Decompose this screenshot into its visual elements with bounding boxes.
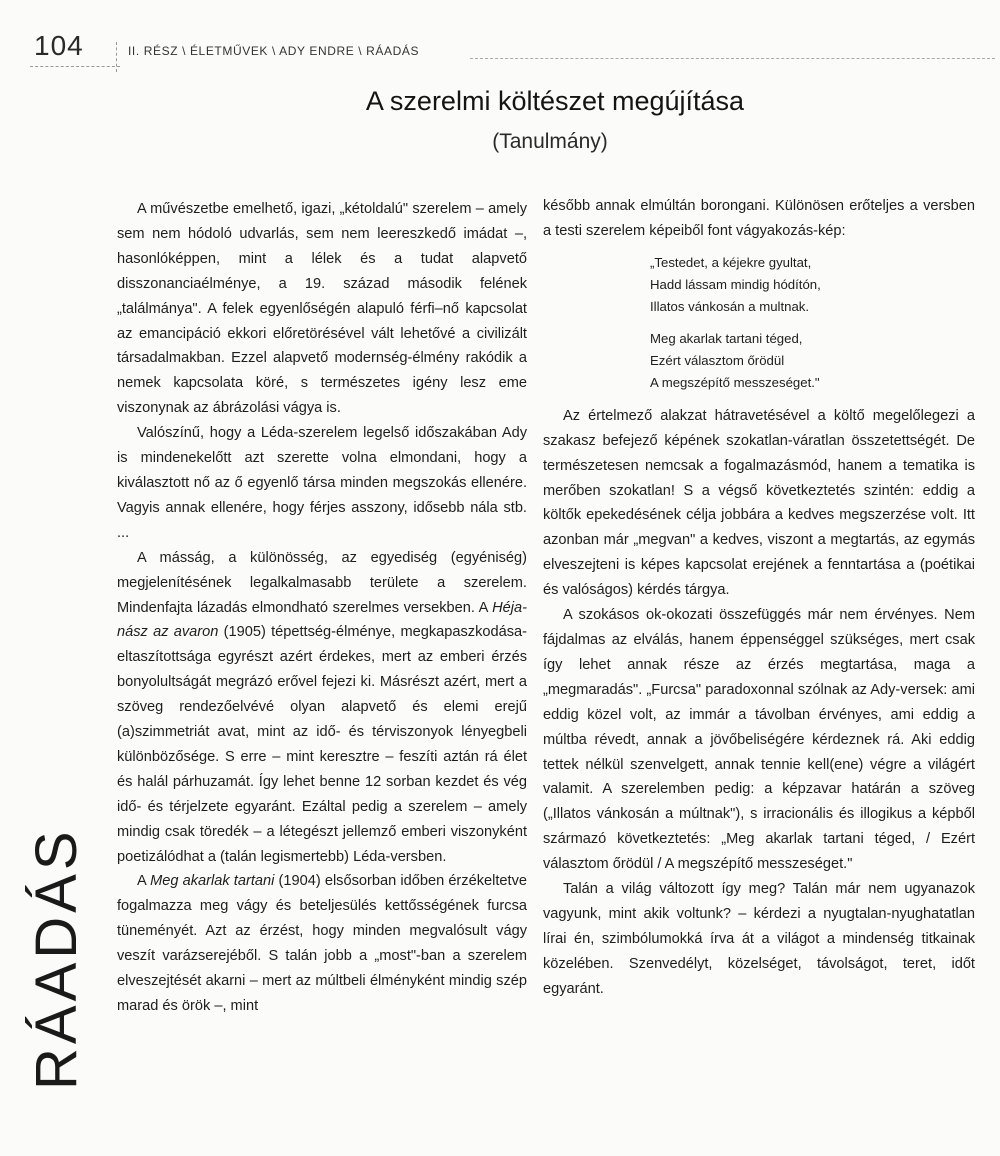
breadcrumb: II. RÉSZ \ ÉLETMŰVEK \ ADY ENDRE \ RÁADÁS — [128, 44, 420, 58]
poem-title: Meg akarlak tartani — [150, 873, 275, 890]
left-column — [117, 197, 527, 1019]
poem-line: Hadd lássam mindig hódítón, — [650, 276, 821, 292]
poem-quote — [650, 252, 975, 394]
side-section-label: RÁADÁS — [24, 827, 89, 1090]
paragraph: később annak elmúltán borongani. Különösen erőteljes a versben a testi szerelem képeiből font vágyakozás-kép: — [543, 198, 975, 239]
paragraph: A művészetbe emelhető, igazi, „kétoldalú" szerelem – amely sem nem hódoló udvarlás, sem nem leereszkedő imádat –, hasonlóképpen, mint a lélek és a tudat alapvető disszonanciaélménye, a 19. század második felének „találmánya". A felek egyenlőségén alapuló férfi–nő kapcsolat az emancipáció ekkori előretörésével vált lehetővé a civilizált társadalmakban. Ezzel alapvető modernség-élmény rakódik a nemek kapcsolata köré, s természetes igény lesz eme viszonynak az ábrázolási vágya is. — [117, 201, 527, 417]
header-rule-right — [470, 58, 995, 60]
paragraph-text: A másság, a különösség, az egyediség (egyéniség) megjelenítésének legalkalmasabb területe a szerelem. Mindenfajta lázadás elmondható szerelmes versekben. A — [117, 549, 527, 616]
paragraph: Valószínű, hogy a Léda-szerelem legelső időszakában Ady is mindenekelőtt azt szerette volna elmondani, hogy a kiválasztott nő az ő egyenlő társa minden megszokás ellenére. Vagyis annak ellenére, hogy férjes asszony, idősebb nála stb. ... — [117, 425, 527, 541]
poem-line: Meg akarlak tartani téged, — [650, 330, 803, 346]
paragraph: Az értelmező alakzat hátravetésével a költő megelőlegezi a szakasz befejező képének szokatlan-váratlan összetettségét. De természetesen nemcsak a fogalmazásmód, hanem a tematika is merőben szokatlan! S a végső következtetés szintén: eddig a költők epekedésének célja jobbára a kedves megszerzése volt. Itt azonban már „megvan" a kedves, viszont a megtartás, az egymás elveszejteni is képes kapcsolat erejének a fenntartása a (poétikai és valóságos) kérdés tárgya. — [543, 407, 975, 599]
header-divider — [116, 42, 118, 72]
poem-line: Ezért választom őrödül — [650, 352, 785, 368]
poem-stanza — [650, 328, 975, 394]
right-column — [543, 194, 975, 1002]
paragraph-text: (1904) elsősorban időben érzékeltetve fogalmazza meg vágy és beteljesülés kettősségének furcsa tüneményét. Azt az érzést, hogy minden megvalósult vágy veszít varázserejéből. S talán jobb a „most"-ban a szerelem elveszejtését akarni – mert az múltbeli élményként mindig szép marad és örök –, mint — [117, 873, 528, 1014]
poem-title: Héja-nász az avaron — [117, 599, 527, 641]
paragraph — [117, 869, 527, 1018]
header-rule-left — [30, 66, 120, 68]
paragraph-text: A — [137, 873, 151, 890]
poem-line: A megszépítő messzeséget." — [650, 374, 820, 390]
poem-line: Illatos vánkosán a multnak. — [650, 298, 810, 314]
paragraph-text: (1905) tépettség-élménye, megkapaszkodása-eltaszítottsága egyrészt azért érdekes, mert az emberi érzés bonyolultságát megrázó erővel fejezi ki. Másrészt azért, mert a szöveg rendezőelvévé olyan alapvető és elemi erejű (a)szimmetriát avat, mint az idő- és térviszonyok lényegbeli különbözősége. S erre – mint keresztre – feszíti aztán rá élet és halál párhuzamát. Így lehet benne 12 sorban kezdet és vég idő- és térjelzete egyaránt. Ezáltal pedig a szerelem – amely mindig csak töredék – a létegészt jellemző emberi viszonyként poetizálódhat a (talán legismertebb) Léda-versben. — [117, 624, 527, 865]
paragraph: A szokásos ok-okozati összefüggés már nem érvényes. Nem fájdalmas az elválás, hanem éppenséggel szükséges, mert csak így lehet annak része az érzés megtartása, maga a „megmaradás". „Furcsa" paradoxonnal szólnak az Ady-versek: ami eddig közel volt, az immár a távolban érvényes, ami eddig a múltba révedt, annak a jövőbeliségére kérdeznek rá. Aki eddig tettek nélkül szenvelgett, annak tennie kell(ene) végre a világért valamit. A szerelemben pedig: a képzavar határán a szöveg („Illatos vánkosán a múltnak"), s irracionális és illogikus a képből származó következtetés: „Meg akarlak tartani téged, / Ezért választom őrödül / A megszépítő messzeséget." — [543, 607, 975, 873]
page-title: A szerelmi költészet megújítása — [365, 86, 745, 116]
paragraph — [117, 546, 527, 870]
paragraph: Talán a világ változott így meg? Talán már nem ugyanazok vagyunk, mint akik voltunk? – kérdezi a nyugtalan-nyughatatlan lírai én, szimbólumokká írva át a világot a mindenség titkainak közelében. Szenvedélyt, közelséget, távolságot, teret, időt egyaránt. — [543, 881, 975, 997]
page-number: 104 — [34, 30, 84, 61]
poem-line: „Testedet, a kéjekre gyultat, — [650, 254, 812, 270]
page-subtitle: (Tanulmány) — [492, 130, 608, 153]
poem-stanza — [650, 252, 975, 318]
